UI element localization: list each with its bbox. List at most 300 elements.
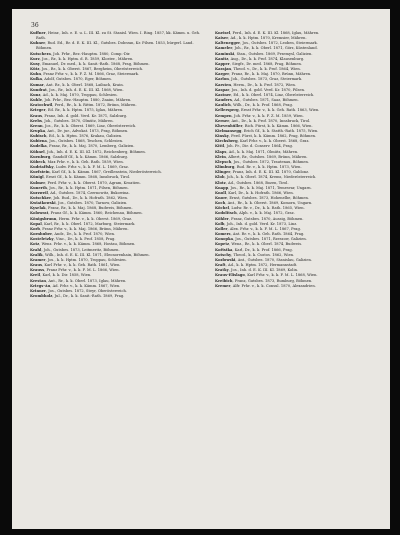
directory-entry: Knorr, Ernst, Gutsbes. 1873, Hohenelbe, Böhmen. [215, 196, 310, 200]
directory-entry: Kittl, Joh. Fr., Dir. d. Conserv. 1864, Prag. [215, 144, 293, 149]
entry-text: Jos., Gutsbes. 1872, Trautenau, Böhmen. [233, 159, 310, 164]
entry-name: Kraus [30, 263, 43, 268]
entry-text: Theod. v., Dr., k. k. Prof. 1864, Wien. [233, 67, 301, 72]
entry-name: Kunerth [30, 185, 47, 190]
entry-text: Ad. Frhr. v., k. k. Kämm. 1867, Wien. [52, 283, 121, 288]
entry-name: Kosteletzky [30, 237, 54, 242]
directory-entry: Kraus, Franz, Inh. d. gold. Verd. Kr. 1871, Salzburg. [30, 113, 128, 118]
entry-text: Jos., Rr., k. k. Hptm. d. R. 1859, Kloster., Mähren. [42, 56, 134, 61]
entry-name: Klinger [215, 170, 231, 175]
entry-name: Kumar [30, 82, 44, 87]
entry-name: Konopka [215, 237, 233, 242]
directory-entry: Kotschy, Theod., k. k. Custos. 1862, Wien. [215, 252, 295, 257]
entry-name: Kittl [215, 144, 225, 149]
entry-text: Ant., Gutsbes. 1870, Stanislau, Galizien. [237, 257, 312, 262]
entry-text: Karl Frhr. v., k. k. Geh. Rath. 1861, Wien. [44, 263, 121, 268]
entry-name: Knoll [215, 190, 226, 195]
entry-name: Krinner [30, 288, 46, 293]
entry-text: Wilh., Inh. d. E. K. III. Kl. 1871, Eleonorenhain, Böhmen. [45, 252, 150, 257]
entry-text: Heinr., Inh. e. E. u. L. III. Kl. zu St. Stanisl. Wien. I. Ring. 1857, kk. Kämm. u. Geh. Rath. [36, 31, 201, 41]
entry-text: Ant., Dr. jur., Advokat. 1873, Prag, Böhmen. [47, 128, 129, 133]
directory-entry: Kraft, Ad., k. k. Hptm. 1872, Hermannstadt. [215, 263, 298, 268]
directory-entry: Kozlowski, Ant., Gutsbes. 1870, Stanislau, Galizien. [215, 257, 312, 262]
directory-entry: Kreibich, Franz, Gutsbes. 1873, Rumburg, Böhmen. [215, 278, 313, 283]
entry-text: Alfr. Frhr. v., k. k. Consul. 1870, Alexandrien. [232, 283, 316, 288]
entry-name: Kodolitsch [215, 211, 237, 216]
entry-name: Kubiena [30, 139, 47, 144]
entry-name: Karsten [215, 82, 232, 87]
directory-entry: Krahl, Joh., Gutsbes. 1873, Leitmeritz, Böhmen. [30, 247, 120, 252]
directory-entry: Kwiatkowski, Jos., Gutsbes. 1870, Tarnow, Galizien. [30, 201, 128, 206]
directory-entry: Kameler, Joh., Rr., k. k. Oberl. 1871, Görz, Küstenland. [215, 46, 318, 51]
directory-entry: Kuffner, Heinr., Inh. e. E. u. L. III. Kl. zu St. Stanisl. Wien. I. Ring. 1857, kk. Kämm. u. Geh. Rath. [30, 31, 201, 41]
entry-name: Kraus [30, 113, 43, 118]
entry-text: Ferd. Frhr. v., k. k. Oberst. 1870, Agram, Kroatien. [47, 180, 141, 185]
entry-name: Kriegs-Au [30, 283, 51, 288]
entry-name: Kutschker [30, 196, 51, 200]
entry-text: Karl Gf., k. k. Kämm. 1867, Greillenstein, Niederösterreich. [51, 170, 162, 175]
directory-entry: Kubiena, Jos., Gutsbes. 1868, Teschen, Schlesien. [30, 139, 124, 144]
directory-entry: Klein, Albert, Rr., Gutsbes. 1869, Brünn, Mähren. [215, 154, 308, 159]
directory-entry: Kaspar, Jos., Inh. d. gold. Verd. Kr. 1870, Pilsen. [215, 87, 306, 92]
entry-name: Krupka [30, 128, 46, 133]
entry-text: Jos., Gutsbes. 1872, Steyr, Oberösterreich. [48, 288, 127, 293]
entry-name: Kralik [30, 252, 43, 257]
entry-name: Klotz [215, 180, 226, 185]
entry-name: Kaspar [215, 87, 230, 92]
entry-name: Kuffner [30, 31, 46, 35]
directory-entry: Kramer, Jos., k. k. Hptm. 1870, Troppau, Schlesien. [30, 257, 127, 262]
page-number: 36 [31, 22, 39, 29]
directory-entry: Kühnel, Joh., Inh. d. E. K. III. Kl. 1872, Reichenberg, Böhmen. [30, 149, 146, 154]
entry-name: Kratochwil [30, 103, 53, 108]
entry-name: Koch [215, 201, 226, 206]
entry-name: Kuhner [30, 41, 46, 46]
directory-entry: Klepsch, Jos., Gutsbes. 1872, Trautenau, Böhmen. [215, 159, 310, 164]
entry-name: Kulka [30, 77, 42, 82]
entry-text: Gandolf Gf., k. k. Kämm. 1866, Salzburg. [52, 154, 128, 159]
entry-text: Ferd., Inh. d. E. K. III. Kl. 1868, Iglau, Mähren. [232, 31, 320, 35]
entry-name: Kubisch [30, 134, 47, 139]
entry-text: Franz, Inh. d. E. K. III. Kl. 1870, Gablonz. [232, 170, 310, 175]
entry-text: Jos., Inh. d. gold. Verd. Kr. 1870, Pilsen. [231, 87, 306, 92]
entry-name: Kozlowski [215, 257, 236, 262]
directory-entry: Kyselak, Franz, Rr., k. k. Maj. 1868, Budweis, Böhmen. [30, 206, 133, 211]
entry-name: Kurzweil [30, 190, 48, 195]
entry-text: Ludw. Frhr. v., k. k. F. M. L. 1869, Graz. [56, 165, 129, 170]
entry-text: Wilh., Dr., k. k. Prof. 1868, Prag. [233, 103, 293, 108]
entry-text: Jos., Gutsbes. 1871, Rzeszow, Galizien. [235, 237, 307, 242]
entry-name: Kirchsberg [215, 139, 238, 144]
directory-entry: Kirchsberg, Karl Frhr. v., k. k. Oberst. 1868, Graz. [215, 139, 310, 144]
entry-text: Joh., Rr., k. k. Oberl. 1871, Görz, Küstenland. [234, 46, 318, 51]
entry-name: Kuefstein [30, 170, 50, 175]
directory-entry: Koch, Ant., Rr., k. k. Oberst. 1869, Komorn, Ungarn. [215, 201, 313, 206]
directory-entry: Kutschker, Joh. Rud., Dr., k. k. Hofrath. 1862, Wien. [30, 196, 129, 200]
directory-entry: Karger, Franz, Rr., k. k. Maj. 1870, Brünn, Mähren. [215, 72, 312, 77]
directory-entry: Kodolitsch, Alph. v., k. k. Maj. 1872, Graz. [215, 211, 295, 216]
directory-entry: Kurzweil, Ad., Gutsbes. 1874, Czernowitz, Bukowina. [30, 190, 130, 195]
directory-entry: Kriegs-Au, Ad. Frhr. v., k. k. Kämm. 1867, Wien. [30, 283, 121, 288]
directory-entry: Königsbrunn, Herm. Frhr. v., k. k. Oberst. 1869, Graz. [30, 216, 133, 221]
directory-entry: Kumar, Ant. Rr., k. k. Oberl. 1868, Laibach, Krain. [30, 82, 124, 87]
entry-name: Kütz [30, 67, 40, 72]
directory-entry: Kopal, Karl, Rr., k. k. Oberl. 1872, Marburg, Steiermark. [30, 221, 136, 226]
entry-text: Ant., Rr., k. k. Oberst. 1869, Komorn, Ungarn. [227, 201, 313, 206]
entry-name: Kratky [215, 268, 229, 273]
directory-entry: Kerner, Ant., Dr., k. k. Prof. 1870, Innsbruck, Tirol. [215, 118, 311, 123]
entry-name: Kořistka [215, 247, 233, 252]
directory-entry: Köhler, Franz, Gutsbes. 1870, Aussig, Böhmen. [215, 216, 304, 221]
directory-entry: Kopetz, Wenz., Rr., k. k. Oberl. 1874, Budweis. [215, 242, 303, 247]
directory-entry: Krauss, Franz Frhr. v., k. k. F. M. L. 1866, Wien. [30, 268, 120, 273]
entry-text: Karl Frhr. v., k. k. Oberst. 1868, Graz. [239, 139, 310, 144]
entry-text: Joh. Rud., Dr., k. k. Hofrath. 1862, Wien. [53, 196, 129, 200]
directory-entry: Köchel, Ludw. Rr. v., Dr., k. k. Rath. 1865, Wien. [215, 206, 305, 211]
entry-name: Kwiatkowski [30, 201, 56, 206]
entry-name: Kolowrat [30, 211, 49, 216]
directory-entry: Kusy, Emanuel, Dr. med., k. k. Sanit.-Rath. 1868, Prag, Böhmen. [30, 61, 150, 66]
directory-entry: Konopka, Jos., Gutsbes. 1871, Rzeszow, Galizien. [215, 237, 307, 242]
entry-text: Franz Frhr. v., k. k. Maj. 1866, Brünn, Mähren. [42, 226, 129, 231]
directory-entry: Kneisel, Ferd., Inh. d. E. K. III. Kl. 1868, Iglau, Mähren. [215, 31, 320, 35]
entry-name: Kurz [30, 56, 40, 61]
entry-text: Franz Frhr. v., k. k. F. Z. M. 1866, Graz, Steiermark. [43, 72, 140, 77]
directory-entry: Kuhn, Franz Frhr. v., k. k. F. Z. M. 1866, Graz, Steiermark. [30, 72, 140, 77]
entry-name: Karlon [215, 77, 229, 82]
directory-entry: Kratky, Jos., Inh. d. E. K. III. Kl. 1869, Kolin. [215, 268, 299, 273]
entry-text: Ad., k. k. Hptm. 1872, Hermannstadt. [227, 263, 298, 268]
entry-name: Kinsky [215, 134, 229, 139]
entry-text: Ad., k. k. Maj. 1871, Olmütz, Mähren. [228, 149, 299, 154]
directory-entry: Kanitz, Aug., Dr., k. k. Prof. 1874, Klausenburg. [215, 56, 305, 61]
entry-text: Max Frhr. v., k. k. Geh. Rath. 1859, Wien. [47, 159, 124, 164]
entry-name: Kraft [215, 263, 226, 268]
entry-text: Ant., Dr., k. k. Prof. 1870, Innsbruck, Tirol. [231, 118, 311, 123]
entry-text: Rud. Ed., Rr. d. E. K. III. Kl., Gutsbes. Dobrzan, Kr. Pilsen. 1853, bürgerl. Land. Böhmen. [36, 41, 194, 51]
directory-entry: Kubisch, Ed., k. k. Hptm. 1876, Krakau, Galizien. [30, 134, 123, 139]
entry-name: Krauss [30, 268, 45, 273]
directory-entry: Komers, Ant. Rr. v., k. k. Geh. Rath. 1864, Prag. [215, 232, 305, 237]
directory-entry: Kraus-Elislago, Karl Frhr. v., k. k. F. M. L. 1868, Wien. [215, 273, 318, 278]
entry-name: Kopal [30, 221, 42, 226]
entry-name: Krombholz [30, 293, 53, 298]
entry-text: Franz, Gutsbes. 1873, Rumburg, Böhmen. [234, 278, 313, 283]
directory-entry: Kratochwil, Ferd., Rr., k. k. Rittm. 1872, Brünn, Mähren. [30, 103, 137, 108]
entry-text: Jos., Inh. d. E. K. III. Kl. 1869, Kolin. [231, 268, 299, 273]
entry-text: Wenz. Frhr. v., k. k. Kämm. 1868, Hostau, Böhmen. [41, 242, 136, 247]
directory-entry: Kraus, Karl Frhr. v., k. k. Geh. Rath. 1861, Wien. [30, 263, 121, 268]
entry-name: Kneisel [215, 31, 231, 35]
entry-name: Komers [215, 232, 231, 237]
entry-text: Joh. Frhr. v., k. k. F. Z. M. 1859, Wien. [234, 113, 304, 118]
entry-text: Vinc., Dr., k. k. Prof. 1858, Prag. [55, 237, 116, 242]
directory-entry: Klimburg, Rud. Rr. v., k. k. Hptm. 1873, Wien. [215, 165, 302, 170]
entry-name: Kapper [215, 61, 230, 66]
entry-text: Jos., k. k. Hptm. 1870, Troppau, Schlesien. [47, 257, 127, 262]
entry-name: Knapp [215, 185, 229, 190]
entry-text: Ernst, Gutsbes. 1873, Hohenelbe, Böhmen. [229, 196, 310, 200]
entry-text: Ernst Frhr. v., k. k. Geh. Rath. 1863, Wien. [241, 108, 320, 113]
entry-text: Herm., Dr., k. k. Prof. 1872, Wien. [233, 82, 297, 87]
entry-text: Jos., Gutsbes. 1870, Tarnow, Galizien. [57, 201, 128, 206]
entry-text: Jos., Rr., k. k. Hptm. 1871, Pilsen, Böhmen. [49, 185, 129, 190]
entry-name: Korb [30, 226, 40, 231]
entry-text: Erich Gf., k. k. Statth.-Rath. 1875, Wien. [243, 128, 319, 133]
entry-name: Kuhn [30, 72, 41, 77]
directory-entry: Kutschera, Joh. Frhr., Bez.-Hauptm. 1880, Comp.-Dir. [30, 51, 131, 56]
entry-text: Jos., Rr., k. k. Oberst. 1869, Linz, Oberösterreich. [44, 123, 137, 128]
entry-name: Kreil [30, 273, 41, 278]
directory-entry: Kellersperg, Ernst Frhr. v., k. k. Geh. Rath. 1863, Wien. [215, 108, 320, 113]
entry-name: Kempen [215, 113, 232, 118]
entry-name: Krahl [30, 247, 42, 252]
entry-text: Ant. Rr. v., k. k. Geh. Rath. 1864, Prag. [232, 232, 305, 237]
directory-entry: Kulmer, Ferd. Frhr. v., k. k. Oberst. 1870, Agram, Kroatien. [30, 180, 141, 185]
entry-name: Kundrat [30, 87, 47, 92]
entry-name: Kauders [215, 98, 232, 103]
directory-entry: Kreil, Karl, k. k. Dir. 1858, Wien. [30, 273, 92, 278]
directory-entry: Knapp, Jos., Rr., k. k. Maj. 1871, Temesvar, Ungarn. [215, 185, 312, 190]
entry-text: Ad., k. k. Maj. 1870, Troppau, Schlesien. [42, 92, 118, 97]
entry-name: Kanitz [215, 56, 229, 61]
entry-text: Ed., k. k. Hptm. 1876, Krakau, Galizien. [48, 134, 123, 139]
directory-entry: Kornhuber, Andr., Dr., k. k. Prof. 1870, Wien. [30, 232, 116, 237]
entry-text: Ad., Gutsbes. 1874, Czernowitz, Bukowina. [50, 190, 130, 195]
entry-name: Koller [215, 226, 228, 231]
entry-name: Kielmansegg [215, 128, 242, 133]
entry-name: Kastner [215, 92, 232, 97]
entry-name: Krenn [30, 123, 43, 128]
entry-name: Kudriaffsky [30, 165, 54, 170]
directory-entry: Kuefstein, Karl Gf., k. k. Kämm. 1867, Greillenstein, Niederösterreich. [30, 170, 162, 175]
entry-text: Rich. Fürst, k. k. Kämm. 1866, Wien. [244, 123, 313, 128]
entry-text: Ernst Gf., k. k. Kämm. 1868, Innsbruck, Tirol. [45, 175, 131, 180]
directory-entry: Krupka, Ant., Dr. jur., Advokat. 1873, Prag, Böhmen. [30, 128, 129, 133]
entry-text: Ludw. Rr. v., Dr., k. k. Rath. 1865, Wien. [231, 206, 305, 211]
entry-name: Krestan [30, 278, 47, 283]
directory-entry: Kremer, Alfr. Frhr. v., k. k. Consul. 1870, Alexandrien. [215, 283, 316, 288]
entry-name: Klaps [215, 149, 227, 154]
entry-name: Kuhle [30, 98, 43, 103]
directory-entry: Kuhner, Rud. Ed., Rr. d. E. K. III. Kl., Gutsbes. Dobrzan, Kr. Pilsen. 1853, bürgerl. Land. Böhmen. [30, 41, 194, 51]
directory-entry: Kudriaffsky, Ludw. Frhr. v., k. k. F. M. L. 1869, Graz. [30, 165, 129, 170]
entry-text: Karl Frhr. v., k. k. F. M. L. 1868, Wien. [247, 273, 318, 278]
entry-text: Herm. Frhr. v., k. k. Oberst. 1869, Graz. [58, 216, 133, 221]
directory-entry: Kastner, Ed., k. k. Oberl. 1874, Linz, Oberösterreich. [215, 92, 315, 97]
directory-entry: Kulka, Adolf, Gutsbes. 1870, Eger, Böhmen. [30, 77, 112, 82]
entry-text: Joh., Gutsbes. 1873, Graz, Steiermark. [231, 77, 303, 82]
entry-text: Joh., Gutsbes. 1873, Leitmeritz, Böhmen. [43, 247, 120, 252]
directory-entry: Kunerth, Jos., Rr., k. k. Hptm. 1871, Pilsen, Böhmen. [30, 185, 129, 190]
directory-entry: Kütz, Jos., Rr., k. k. Oberst. 1867, Bergheim, Oberösterreich. [30, 67, 144, 72]
entry-name: Kornhuber [30, 232, 53, 237]
directory-entry: Klaps, Ad., k. k. Maj. 1871, Olmütz, Mähren. [215, 149, 299, 154]
entry-text: Theod., k. k. Custos. 1862, Wien. [233, 252, 295, 257]
entry-name: Klob [215, 175, 225, 180]
entry-name: Kyselak [30, 206, 46, 211]
entry-name: Krieger [30, 108, 46, 113]
directory-entry: Krenn, Jos., Rr., k. k. Oberst. 1869, Linz, Oberösterreich. [30, 123, 137, 128]
entry-name: Karger [215, 72, 230, 77]
entry-text: Joh. Frhr., Bez.-Hauptm. 1880, Comp.-Dir. [53, 51, 131, 56]
directory-entry: Kolowrat, Franz Gf., k. k. Kämm. 1860, Reichenau, Böhmen. [30, 211, 143, 216]
entry-text: Siegfr., Dr. med. 1868, Prag, Böhmen. [232, 61, 302, 66]
directory-entry: Kořistka, Karl, Dr., k. k. Prof. 1866, Prag. [215, 247, 293, 252]
directory-entry: Kurz, Jos., Rr., k. k. Hptm. d. R. 1859, Kloster., Mähren. [30, 56, 134, 61]
entry-name: Klepsch [215, 159, 232, 164]
entry-name: Kerner [215, 118, 230, 123]
entry-text: Jos., Gutsbes. 1872, Leoben, Steiermark. [242, 41, 318, 46]
directory-entry: Kunz, Ad., k. k. Maj. 1870, Troppau, Schlesien. [30, 92, 118, 97]
document-page [12, 9, 390, 529]
directory-entry: Kundrat, Jos., Rr., Inh. d. E. K. III. Kl. 1868, Wien. [30, 87, 124, 92]
directory-entry: Kralik, Wilh., Inh. d. E. K. III. Kl. 1871, Eleonorenhain, Böhmen. [30, 252, 150, 257]
entry-text: Adolf, Gutsbes. 1870, Eger, Böhmen. [44, 77, 112, 82]
directory-entry: Kaminski, Stan., Gutsbes. 1869, Przemysl, Galizien. [215, 51, 313, 56]
entry-text: Stan., Gutsbes. 1869, Przemysl, Galizien. [236, 51, 313, 56]
entry-text: Karl, Rr., k. k. Oberl. 1872, Marburg, Steiermark. [44, 221, 136, 226]
entry-name: Kübeck [30, 159, 46, 164]
entry-text: Alph. v., k. k. Maj. 1872, Graz. [239, 211, 295, 216]
entry-name: Kusy [30, 61, 40, 66]
directory-entry: Kinsky, Ferd. Fürst, k. k. Kämm. 1862, Prag, Böhmen. [215, 134, 317, 139]
directory-entry: Kauders, Ad., Gutsbes. 1871, Saaz, Böhmen. [215, 98, 299, 103]
entry-text: Ad., k. k. Hptm. 1870, Kremsier, Mähren. [230, 36, 307, 41]
entry-name: Khevenhüller [215, 123, 243, 128]
directory-entry: Karsten, Herm., Dr., k. k. Prof. 1872, Wien. [215, 82, 297, 87]
directory-entry: Khevenhüller, Rich. Fürst, k. k. Kämm. 1866, Wien. [215, 123, 313, 128]
entry-name: Kudelka [30, 144, 47, 149]
entry-text: Ad., Gutsbes. 1871, Saaz, Böhmen. [234, 98, 299, 103]
entry-text: Jos., Gutsbes. 1868, Teschen, Schlesien. [49, 139, 124, 144]
entry-text: Franz, Gutsbes. 1870, Aussig, Böhmen. [231, 216, 304, 221]
left-column [30, 31, 208, 299]
entry-text: Wenz., Rr., k. k. Oberl. 1874, Budweis. [231, 242, 303, 247]
entry-text: Rud. Rr. v., k. k. Hptm. 1873, Wien. [236, 165, 302, 170]
entry-name: Kulmer [30, 180, 46, 185]
entry-name: Klein [215, 154, 226, 159]
entry-name: Klimburg [215, 165, 235, 170]
entry-name: Kutschera [30, 51, 51, 56]
directory-entry: Kosteletzky, Vinc., Dr., k. k. Prof. 1858, Prag. [30, 237, 116, 242]
entry-text: Franz, Rr., k. k. Maj. 1868, Budweis, Böhmen. [48, 206, 133, 211]
entry-text: Jos., Rr., Inh. d. E. K. III. Kl. 1868, Wien. [49, 87, 124, 92]
directory-entry: Kuhle, Joh. Frhr., Bez.-Hauptm. 1880, Znaim, Mähren. [30, 98, 132, 103]
directory-entry: Kempen, Joh. Frhr. v., k. k. F. Z. M. 1859, Wien. [215, 113, 304, 118]
entry-text: Karl, k. k. Dir. 1858, Wien. [42, 273, 92, 278]
entry-name: Kopetz [215, 242, 230, 247]
entry-text: Franz, Inh. d. gold. Verd. Kr. 1871, Salzburg. [44, 113, 128, 118]
entry-name: Kaulich [215, 103, 231, 108]
entry-text: Joh., k. k. Oberl. 1874, Krems, Niederösterreich. [226, 175, 317, 180]
entry-name: Kuenburg [30, 154, 51, 159]
entry-name: Kreibich [215, 278, 233, 283]
directory-entry: Krestan, Ant., Rr., k. k. Oberl. 1873, Iglau, Mähren. [30, 278, 127, 283]
directory-entry: Kuenburg, Gandolf Gf., k. k. Kämm. 1866, Salzburg. [30, 154, 128, 159]
entry-name: Kunz [30, 92, 41, 97]
directory-entry: Kolb, Joh., Inh. d. gold. Verd. Kr. 1873, Linz. [215, 221, 298, 226]
entry-name: Kremer [215, 283, 231, 288]
directory-entry: Klotz, Ad., Gutsbes. 1868, Bozen, Tirol. [215, 180, 289, 185]
entry-name: Kaltenegger [215, 41, 241, 46]
entry-text: Ferd. Fürst, k. k. Kämm. 1862, Prag, Böhmen. [231, 134, 317, 139]
directory-entry: Knoll, Karl, Dr., k. k. Hofrath. 1866, Wien. [215, 190, 294, 195]
directory-entry: Krieger, Ed. Rr., k. k. Hptm. 1875, Iglau, Mähren. [30, 108, 124, 113]
entry-name: Kramer [30, 257, 46, 262]
directory-entry: Klob, Joh., k. k. Oberl. 1874, Krems, Niederösterreich. [215, 175, 317, 180]
entry-text: Ant. Rr., k. k. Oberl. 1868, Laibach, Krain. [46, 82, 124, 87]
entry-name: Köchel [215, 206, 230, 211]
directory-entry: Kaiser, Ad., k. k. Hptm. 1870, Kremsier, Mähren. [215, 36, 307, 41]
entry-text: Ad., Gutsbes. 1868, Bozen, Tirol. [228, 180, 289, 185]
directory-entry: Künigl, Ernst Gf., k. k. Kämm. 1868, Innsbruck, Tirol. [30, 175, 131, 180]
directory-entry: Kielmansegg, Erich Gf., k. k. Statth.-Rath. 1875, Wien. [215, 128, 319, 133]
entry-text: Joh. Frhr., Bez.-Hauptm. 1880, Znaim, Mähren. [44, 98, 132, 103]
directory-entry: Korb, Franz Frhr. v., k. k. Maj. 1866, Brünn, Mähren. [30, 226, 129, 231]
entry-text: Franz Gf., k. k. Kämm. 1860, Reichenau, Böhmen. [50, 211, 143, 216]
entry-name: Kraus-Elislago [215, 273, 245, 278]
entry-name: Kaiser [215, 36, 229, 41]
directory-entry: Karajan, Theod. v., Dr., k. k. Prof. 1864, Wien. [215, 67, 301, 72]
entry-text: Ed., k. k. Oberl. 1874, Linz, Oberösterreich. [233, 92, 315, 97]
entry-text: Franz, Rr., k. k. Maj. 1870, Lemberg, Galizien. [49, 144, 135, 149]
entry-text: Aug., Dr., k. k. Prof. 1874, Klausenburg. [230, 56, 305, 61]
entry-text: Joh., Inh. d. E. K. III. Kl. 1872, Reichenberg, Böhmen. [46, 149, 146, 154]
directory-entry: Kaltenegger, Jos., Gutsbes. 1872, Leoben, Steiermark. [215, 41, 318, 46]
entry-name: Künigl [30, 175, 44, 180]
entry-name: Kellersperg [215, 108, 239, 113]
directory-entry: Karlon, Joh., Gutsbes. 1873, Graz, Steiermark. [215, 77, 303, 82]
entry-text: Ed. Rr., k. k. Hptm. 1875, Iglau, Mähren. [47, 108, 124, 113]
entry-text: Ferd., Rr., k. k. Rittm. 1872, Brünn, Mähren. [54, 103, 137, 108]
entry-name: Kameler [215, 46, 233, 51]
directory-entry: Kübeck, Max Frhr. v., k. k. Geh. Rath. 1859, Wien. [30, 159, 124, 164]
entry-name: Kaminski [215, 51, 235, 56]
entry-text: Joh. Fr., Dir. d. Conserv. 1864, Prag. [226, 144, 293, 149]
entry-name: Krebs [30, 118, 42, 123]
entry-text: Jos., Rr., k. k. Maj. 1871, Temesvar, Ungarn. [230, 185, 312, 190]
entry-name: Köhler [215, 216, 229, 221]
entry-text: Franz, Rr., k. k. Maj. 1870, Brünn, Mähren. [231, 72, 312, 77]
directory-entry: Kotz, Wenz. Frhr. v., k. k. Kämm. 1868, Hostau, Böhmen. [30, 242, 136, 247]
entry-name: Kühnel [30, 149, 45, 154]
entry-text: Jos., Rr., k. k. Oberst. 1867, Bergheim, Oberösterreich. [41, 67, 144, 72]
entry-text: Karl, Dr., k. k. Hofrath. 1866, Wien. [228, 190, 294, 195]
entry-name: Kotz [30, 242, 40, 247]
entry-text: Karl, Dr., k. k. Prof. 1866, Prag. [234, 247, 293, 252]
right-column [215, 31, 393, 289]
entry-name: Königsbrunn [30, 216, 57, 221]
entry-text: Joh., Inh. d. gold. Verd. Kr. 1873, Linz. [226, 221, 298, 226]
entry-name: Karajan [215, 67, 232, 72]
directory-entry: Krebs, Joh., Gutsbes. 1870, Olmütz, Mähren. [30, 118, 114, 123]
entry-text: Andr., Dr., k. k. Prof. 1870, Wien. [54, 232, 116, 237]
entry-text: Franz Frhr. v., k. k. F. M. L. 1866, Wien. [46, 268, 120, 273]
entry-name: Knorr [215, 196, 228, 200]
directory-entry: Krombholz, Jul., Dr., k. k. Sanit.-Rath. 1869, Prag. [30, 293, 125, 298]
entry-name: Kotschy [215, 252, 232, 257]
entry-text: Albert, Rr., Gutsbes. 1869, Brünn, Mähren. [228, 154, 308, 159]
entry-text: Ant., Rr., k. k. Oberl. 1873, Iglau, Mähren. [48, 278, 127, 283]
entry-name: Kolb [215, 221, 225, 226]
entry-text: Jul., Dr., k. k. Sanit.-Rath. 1869, Prag. [54, 293, 125, 298]
directory-entry: Krinner, Jos., Gutsbes. 1872, Steyr, Oberösterreich. [30, 288, 127, 293]
entry-text: Joh., Gutsbes. 1870, Olmütz, Mähren. [44, 118, 114, 123]
entry-text: Emanuel, Dr. med., k. k. Sanit.-Rath. 1868, Prag, Böhmen. [42, 61, 150, 66]
directory-entry: Koller, Alex. Frhr. v., k. k. F. M. L. 1867, Prag. [215, 226, 301, 231]
entry-text: Alex. Frhr. v., k. k. F. M. L. 1867, Prag. [229, 226, 301, 231]
